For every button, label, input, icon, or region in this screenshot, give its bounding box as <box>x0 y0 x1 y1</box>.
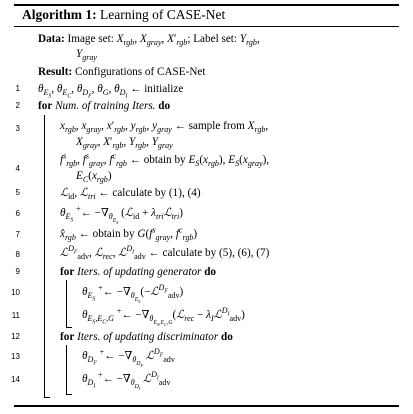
for-keyword: for <box>60 266 75 278</box>
for-condition: Iters. of updating generator <box>77 266 202 278</box>
line-12-for <box>60 331 233 344</box>
for-keyword: for <box>60 331 75 343</box>
do-keyword: do <box>204 266 217 278</box>
line-8: ℒ$^{D_F}_{adv}$, ℒ$_{rec}$, ℒ$^{D_I}_{adv}$ ← calculate by (5), (6), (7) <box>60 244 270 262</box>
outer-loop-foot <box>44 397 50 398</box>
line-number: 9 <box>15 267 20 276</box>
line-number: 10 <box>11 288 20 297</box>
line-13: $\theta_{D_F}$ +← $-\nabla_{\theta_{D_F}}$ ℒ$^{D_F}_{adv}$ <box>82 347 175 368</box>
data-keyword: Data: <box>38 33 65 45</box>
line-number: 8 <box>15 250 20 259</box>
line-4-cont: $E_C(x_{rgb})$ <box>76 170 112 185</box>
line-number: 11 <box>11 311 20 320</box>
line-10: $\theta_{E_S}$ +← $-\nabla_{\theta_{E_S}}(-ℒ^{D_F}_{adv})$ <box>82 283 184 304</box>
discriminator-loop-bar <box>66 345 67 395</box>
line-11: $\theta_{E_S,E_C,G}$ +← $-\nabla_{\theta_{E_S,E_C,G}}(ℒ_{rec}$ − $\lambda_Iℒ^{D_I}_{adv}$) <box>82 306 245 327</box>
algorithm-label: Algorithm 1: <box>22 7 97 22</box>
do-keyword: do <box>220 331 233 343</box>
line-number: 1 <box>15 84 20 93</box>
line-5: ℒ$_{id}$, ℒ$_{tri}$ ← calculate by (1), (4) <box>60 187 201 202</box>
line-number: 2 <box>15 101 20 110</box>
algorithm-name: Learning of CASE-Net <box>100 7 226 22</box>
line-number: 14 <box>11 375 20 384</box>
line-number: 5 <box>15 188 20 197</box>
generator-loop-foot <box>66 327 72 328</box>
for-keyword: for <box>38 100 53 112</box>
line-6: $\theta_{E_S}$ +← $-\nabla_{\theta_{E_S}}$ (ℒ$_{id}$ + $\lambda_{tri}ℒ_{tri}$) <box>60 204 184 225</box>
line-number: 6 <box>15 209 20 218</box>
line-number: 4 <box>15 164 20 173</box>
line-number: 12 <box>11 332 20 341</box>
result-line <box>38 66 206 79</box>
result-text: Configurations of CASE-Net <box>74 66 206 78</box>
line-3-cont: $X_{gray}$, $X'_{rgb}$, $Y_{rgb}$, $Y_{gray}$ <box>76 136 173 151</box>
line-3: $x_{rgb}$, $x_{gray}$, $x'_{rgb}$, $y_{rgb}$, $y_{gray}$ ← sample from $X_{rgb}$, <box>60 120 269 135</box>
result-keyword: Result: <box>38 66 73 78</box>
line-1: $\theta_{E_S}$, $\theta_{E_C}$, $\theta_{D_F}$, $\theta_G$, $\theta_{D_I}$ ← initialize <box>38 83 184 100</box>
do-keyword: do <box>158 100 171 112</box>
algorithm-title <box>22 7 225 23</box>
line-7: $x̂_{rgb}$ ← obtain by $G(f^s_{gray}$, $f^c_{rgb}$) <box>60 225 198 243</box>
generator-loop-bar <box>66 280 67 328</box>
line-number: 3 <box>15 124 20 133</box>
for-condition: Iters. of updating discriminator <box>77 331 219 343</box>
data-line-cont: $Y_{gray}$ <box>76 48 97 63</box>
line-14: $\theta_{D_I}$ +← $-\nabla_{\theta_{D_I}}$ ℒ$^{D_I}_{adv}$ <box>82 370 171 391</box>
outer-loop-bar <box>44 115 45 398</box>
for-condition: Num. of training Iters. <box>55 100 156 112</box>
line-4: $f^s_{rgb}$, $f^s_{gray}$, $f^c_{rgb}$ ← obtain by $E_S(x_{rgb})$, $E_S(x_{gray})$, <box>60 151 270 169</box>
line-9-for <box>60 266 216 279</box>
line-number: 7 <box>15 230 20 239</box>
discriminator-loop-foot <box>66 394 72 395</box>
bottom-rule <box>14 405 399 407</box>
top-rule <box>14 4 399 6</box>
line-number: 13 <box>11 352 20 361</box>
line-2-for <box>38 100 170 113</box>
data-line: Data: Image set: $X_{rgb}$, $X_{gray}$, $X'_{rgb}$; Label set: $Y_{rgb}$, <box>38 33 260 48</box>
title-rule <box>14 26 399 27</box>
